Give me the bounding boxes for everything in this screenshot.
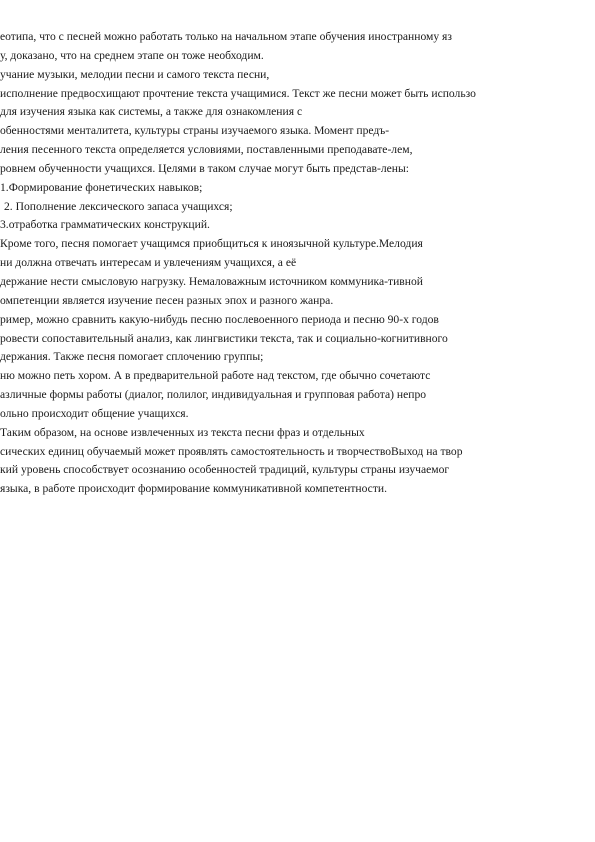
text-line: азличные формы работы (диалог, полилог, индивидуальная и групповая работа) непро [0,388,427,402]
text-line: Кроме того, песня помогает учащимся приобщиться к иноязычной культуре.Мелодия [0,237,423,251]
text-line: ровнем обученности учащихся. Целями в таком случае могут быть представ-лены: [0,161,410,175]
text-line: ровести сопоставительный анализ, как лингвистики текста, так и социально-когнитивного [0,331,448,345]
text-line: для изучения языка как системы, а также для ознакомления с [0,105,303,119]
text-line: ример, можно сравнить какую-нибудь песню послевоенного периода и песню 90-х годов [0,312,439,326]
text-line: ню можно петь хором. А в предварительной работе над текстом, где обычно сочетаютс [0,369,431,383]
text-line: омпетенции является изучение песен разных эпох и разного жанра. [0,293,334,307]
list-item: 2. Пополнение лексического запаса учащихся; [4,199,233,213]
text-line: кий уровень способствует осознанию особенностей традиций, культуры страны изучаемог [0,463,450,477]
text-line: ления песенного текста определяется условиями, поставленными преподавате-лем, [0,143,413,157]
list-item: 3.отработка грамматических конструкций. [0,218,210,232]
text-line: Таким образом, на основе извлеченных из текста песни фраз и отдельных [0,425,365,439]
list-item: 1.Формирование фонетических навыков; [0,180,203,194]
document-text [0,28,595,499]
text-line: у, доказано, что на среднем этапе он тоже необходим. [0,48,264,62]
text-line: еотипа, что с песней можно работать только на начальном этапе обучения иностранному яз [0,30,452,43]
text-line: держание нести смысловую нагрузку. Немаловажным источником коммуника-тивной [0,274,423,288]
text-line: обенностями менталитета, культуры страны изучаемого языка. Момент предъ- [0,124,390,138]
text-line: ольно происходит общение учащихся. [0,406,189,420]
text-line: учание музыки, мелодии песни и самого текста песни, [0,67,270,81]
text-line: языка, в работе происходит формирование коммуникативной компетентности. [0,482,387,496]
text-line: исполнение предвосхищают прочтение текста учащимися. Текст же песни может быть использо [0,86,476,100]
text-line: ни должна отвечать интересам и увлечениям учащихся, а её [0,256,297,270]
text-line: сических единиц обучаемый может проявлять самостоятельность и творчествоВыход на твор [0,444,463,458]
text-line: держания. Также песня помогает сплочению группы; [0,350,264,364]
